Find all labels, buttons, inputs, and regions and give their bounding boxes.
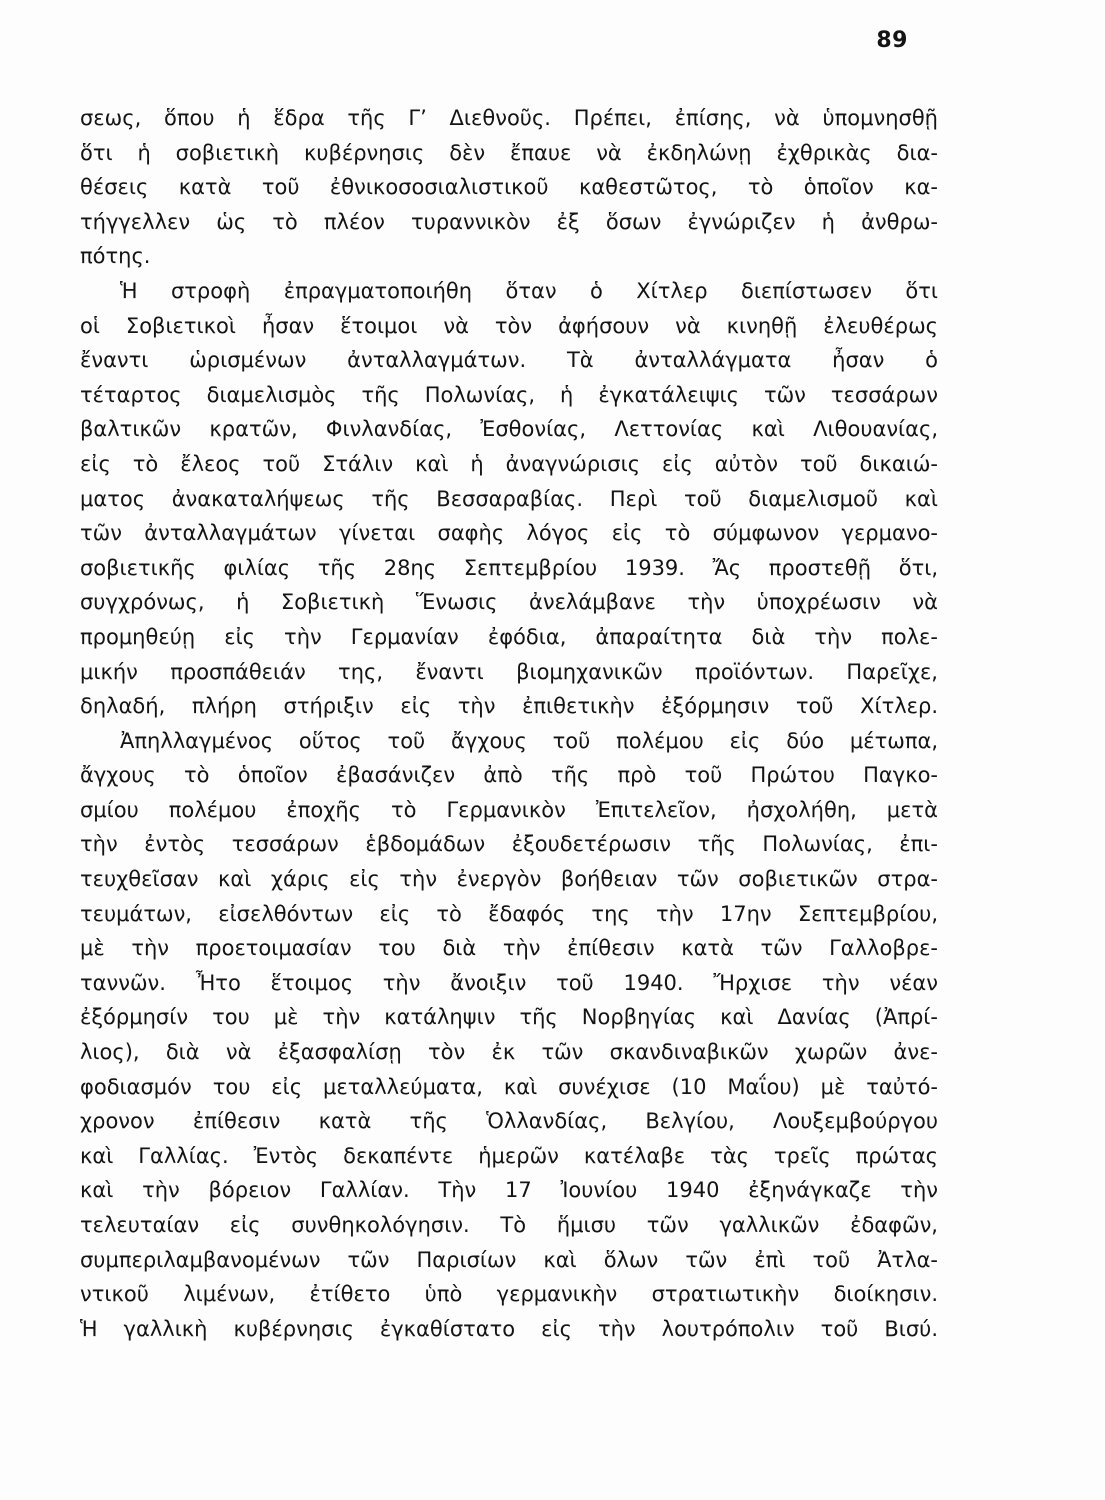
text-line: τέταρτος διαμελισμὸς τῆς Πολωνίας, ἡ ἐγκατάλειψις τῶν τεσσάρων [80, 382, 938, 407]
text-line: συγχρόνως, ἡ Σοβιετικὴ Ἕνωσις ἀνελάμβανε τὴν ὑποχρέωσιν νὰ [80, 590, 938, 615]
text-line: σοβιετικῆς φιλίας τῆς 28ης Σεπτεμβρίου 1939. Ἄς προστεθῇ ὅτι, [80, 555, 938, 580]
text-line: βαλτικῶν κρατῶν, Φινλανδίας, Ἐσθονίας, Λεττονίας καὶ Λιθουανίας, [80, 417, 938, 442]
text-line: ὅτι ἡ σοβιετικὴ κυβέρνησις δὲν ἔπαυε νὰ ἐκδηλώνῃ ἐχθρικὰς δια- [80, 140, 938, 165]
text-line: τευχθεῖσαν καὶ χάρις εἰς τὴν ἐνεργὸν βοήθειαν τῶν σοβιετικῶν στρα- [80, 867, 938, 892]
text-line: ματος ἀνακαταλήψεως τῆς Βεσσαραβίας. Περὶ τοῦ διαμελισμοῦ καὶ [80, 486, 938, 511]
text-line: ἐξόρμησίν του μὲ τὴν κατάληψιν τῆς Νορβηγίας καὶ Δανίας (Ἀπρί- [80, 1005, 938, 1030]
text-line: ἄγχους τὸ ὁποῖον ἐβασάνιζεν ἀπὸ τῆς πρὸ τοῦ Πρώτου Παγκο- [80, 763, 938, 788]
text-line: τῶν ἀνταλλαγμάτων γίνεται σαφὴς λόγος εἰς τὸ σύμφωνον γερμανο- [80, 521, 938, 546]
text-line: ἔναντι ὡρισμένων ἀνταλλαγμάτων. Τὰ ἀνταλλάγματα ἦσαν ὁ [80, 348, 938, 373]
text-line: τὴν ἐντὸς τεσσάρων ἑβδομάδων ἐξουδετέρωσιν τῆς Πολωνίας, ἐπι- [80, 832, 938, 857]
text-line: τελευταίαν εἰς συνθηκολόγησιν. Τὸ ἥμισυ τῶν γαλλικῶν ἐδαφῶν, [80, 1213, 938, 1237]
text-line: δηλαδή, πλήρη στήριξιν εἰς τὴν ἐπιθετικὴν ἐξόρμησιν τοῦ Χίτλερ. [80, 694, 938, 719]
text-line: Ἡ γαλλικὴ κυβέρνησις ἐγκαθίστατο εἰς τὴν λουτρόπολιν τοῦ Βισύ. [80, 1316, 938, 1341]
text-line: καὶ τὴν βόρειον Γαλλίαν. Τὴν 17 Ἰουνίου 1940 ἐξηνάγκαζε τὴν [80, 1178, 938, 1203]
text-line: καὶ Γαλλίας. Ἐντὸς δεκαπέντε ἡμερῶν κατέλαβε τὰς τρεῖς πρώτας [80, 1143, 938, 1168]
text-line: θέσεις κατὰ τοῦ ἐθνικοσοσιαλιστικοῦ καθεστῶτος, τὸ ὁποῖον κα- [80, 175, 938, 200]
text-line: φοδιασμόν του εἰς μεταλλεύματα, καὶ συνέχισε (10 Μαΐου) μὲ ταὐτό- [80, 1074, 938, 1099]
text-line: οἱ Σοβιετικοὶ ἦσαν ἕτοιμοι νὰ τὸν ἀφήσουν νὰ κινηθῇ ἐλευθέρως [80, 313, 938, 338]
text-line: Ἀπηλλαγμένος οὕτος τοῦ ἄγχους τοῦ πολέμου εἰς δύο μέτωπα, [120, 728, 938, 753]
text-line: σεως, ὅπου ἡ ἕδρα τῆς Γ’ Διεθνοῦς. Πρέπει, ἐπίσης, νὰ ὑπομνησθῇ [80, 106, 938, 130]
text-line: μὲ τὴν προετοιμασίαν του διὰ τὴν ἐπίθεσιν κατὰ τῶν Γαλλοβρε- [80, 936, 938, 961]
text-line: ντικοῦ λιμένων, ἐτίθετο ὑπὸ γερμανικὴν στρατιωτικὴν διοίκησιν. [80, 1282, 938, 1307]
text-line: τευμάτων, εἰσελθόντων εἰς τὸ ἔδαφός της τὴν 17ην Σεπτεμβρίου, [80, 901, 938, 926]
text-line: λιος), διὰ νὰ ἐξασφαλίσῃ τὸν ἐκ τῶν σκανδιναβικῶν χωρῶν ἀνε- [80, 1040, 938, 1065]
text-line: ταννῶν. Ἦτο ἕτοιμος τὴν ἄνοιξιν τοῦ 1940. Ἤρχισε τὴν νέαν [80, 970, 938, 995]
text-line: τήγγελλεν ὡς τὸ πλέον τυραννικὸν ἐξ ὅσων ἐγνώριζεν ἡ ἀνθρω- [80, 209, 938, 234]
text-line: Ἡ στροφὴ ἐπραγματοποιήθη ὅταν ὁ Χίτλερ διεπίστωσεν ὅτι [120, 278, 938, 303]
text-line: πότης. [80, 244, 151, 269]
page-number: 89 [876, 28, 908, 53]
body-text [80, 101, 938, 1346]
text-line: συμπεριλαμβανομένων τῶν Παρισίων καὶ ὅλων τῶν ἐπὶ τοῦ Ἀτλα- [80, 1247, 938, 1272]
text-line: μικήν προσπάθειάν της, ἔναντι βιομηχανικῶν προϊόντων. Παρεῖχε, [80, 659, 938, 684]
text-line: προμηθεύῃ εἰς τὴν Γερμανίαν ἐφόδια, ἀπαραίτητα διὰ τὴν πολε- [80, 624, 938, 649]
text-line: εἰς τὸ ἔλεος τοῦ Στάλιν καὶ ἡ ἀναγνώρισις εἰς αὐτὸν τοῦ δικαιώ- [80, 451, 938, 476]
text-line: χρονον ἐπίθεσιν κατὰ τῆς Ὁλλανδίας, Βελγίου, Λουξεμβούργου [80, 1109, 938, 1134]
text-line: σμίου πολέμου ἐποχῆς τὸ Γερμανικὸν Ἐπιτελεῖον, ἠσχολήθη, μετὰ [80, 797, 938, 822]
